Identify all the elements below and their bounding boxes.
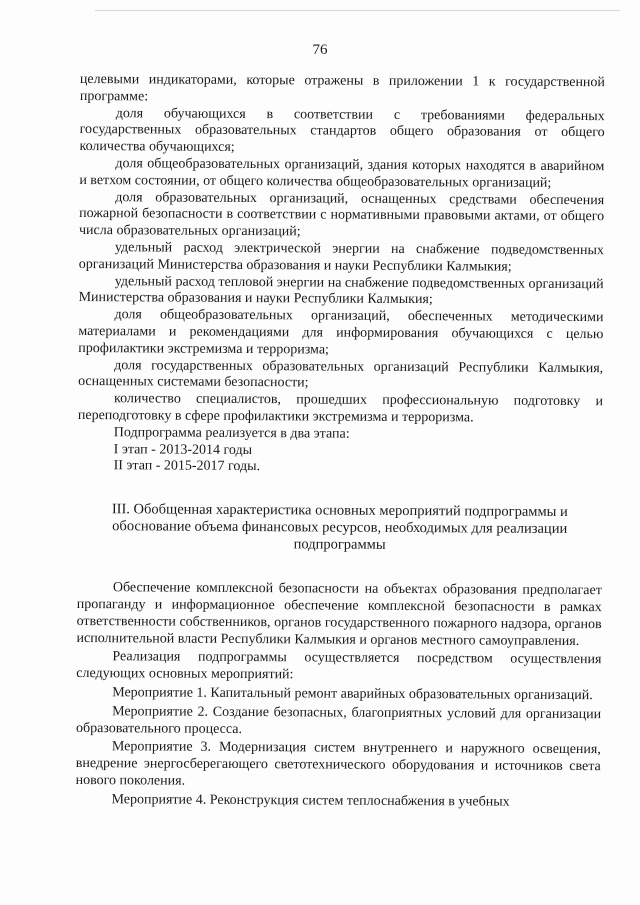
paragraph: доля обучающихся в соответствии с требованиями федеральных государственных образовательных стандартов общего образования от общего количества обучающихся; — [79, 105, 605, 156]
document-body — [76, 72, 605, 812]
paragraph: доля государственных образовательных организаций Республики Калмыкия, оснащенных системами безопасности; — [78, 357, 604, 391]
paragraph: доля общеобразовательных организаций, обеспеченных методическими материалами и рекомендациями для информирования обучающихся с целью профилактики экстремизма и терроризма; — [78, 307, 604, 358]
paragraph: удельный расход тепловой энергии на снабжение подведомственных организаций Министерства образования и науки Республики Калмыкия; — [78, 273, 604, 308]
measure-item: Мероприятие 1. Капитальный ремонт аварийных образовательных организаций. — [112, 685, 593, 704]
paragraph: Подпрограмма реализуется в два этапа: — [113, 424, 350, 442]
paragraph: доля общеобразовательных организаций, здания которых находятся в аварийном и ветхом состоянии, от общего количества общеобразовательных организаций; — [79, 156, 605, 191]
section-heading: III. Обобщенная характеристика основных мероприятий подпрограммы и обоснование объема финансовых ресурсов, необходимых для реализации подпрограммы — [111, 501, 568, 554]
measure-item: Мероприятие 2. Создание безопасных, благоприятных условий для организации образовательного процесса. — [75, 703, 602, 737]
measure-item: Мероприятие 3. Модернизация систем внутреннего и наружного освещения, внедрение энергосберегающего светотехнического оборудования и источников света нового поколения. — [75, 739, 601, 789]
page-number: 76 — [312, 42, 328, 58]
paragraph: целевыми индикаторами, которые отражены в приложении 1 к государственной программе: — [79, 72, 605, 105]
scan-edge-line — [95, 10, 620, 11]
stage-line: II этап - 2015-2017 годы. — [113, 458, 261, 475]
stage-line: I этап - 2013-2014 годы — [113, 441, 253, 458]
paragraph: Обеспечение комплексной безопасности на объектах образования предполагает пропаганду и информационное обеспечение комплексной безопасности в рамках ответственности собственников, органов государственного пожарного надзора, органов исполнительной власти Республики Калмыкия и органов местного самоуправления. — [76, 580, 602, 649]
measure-item: Мероприятие 4. Реконструкция систем теплоснабжения в учебных — [111, 791, 510, 810]
paragraph: доля образовательных организаций, оснащенных средствами обеспечения пожарной безопасности в соответствии с нормативными правовыми актами, от общего числа образовательных организаций; — [78, 189, 605, 240]
paragraph: Реализация подпрограммы осуществляется посредством осуществления следующих основных мероприятий: — [76, 649, 602, 683]
paragraph: удельный расход электрической энергии на снабжение подведомственных организаций Министерства образования и науки Республики Калмыкия; — [78, 240, 604, 275]
paragraph: количество специалистов, прошедших профессиональную подготовку и переподготовку в сфере профилактики экстремизма и терроризма. — [77, 391, 604, 426]
